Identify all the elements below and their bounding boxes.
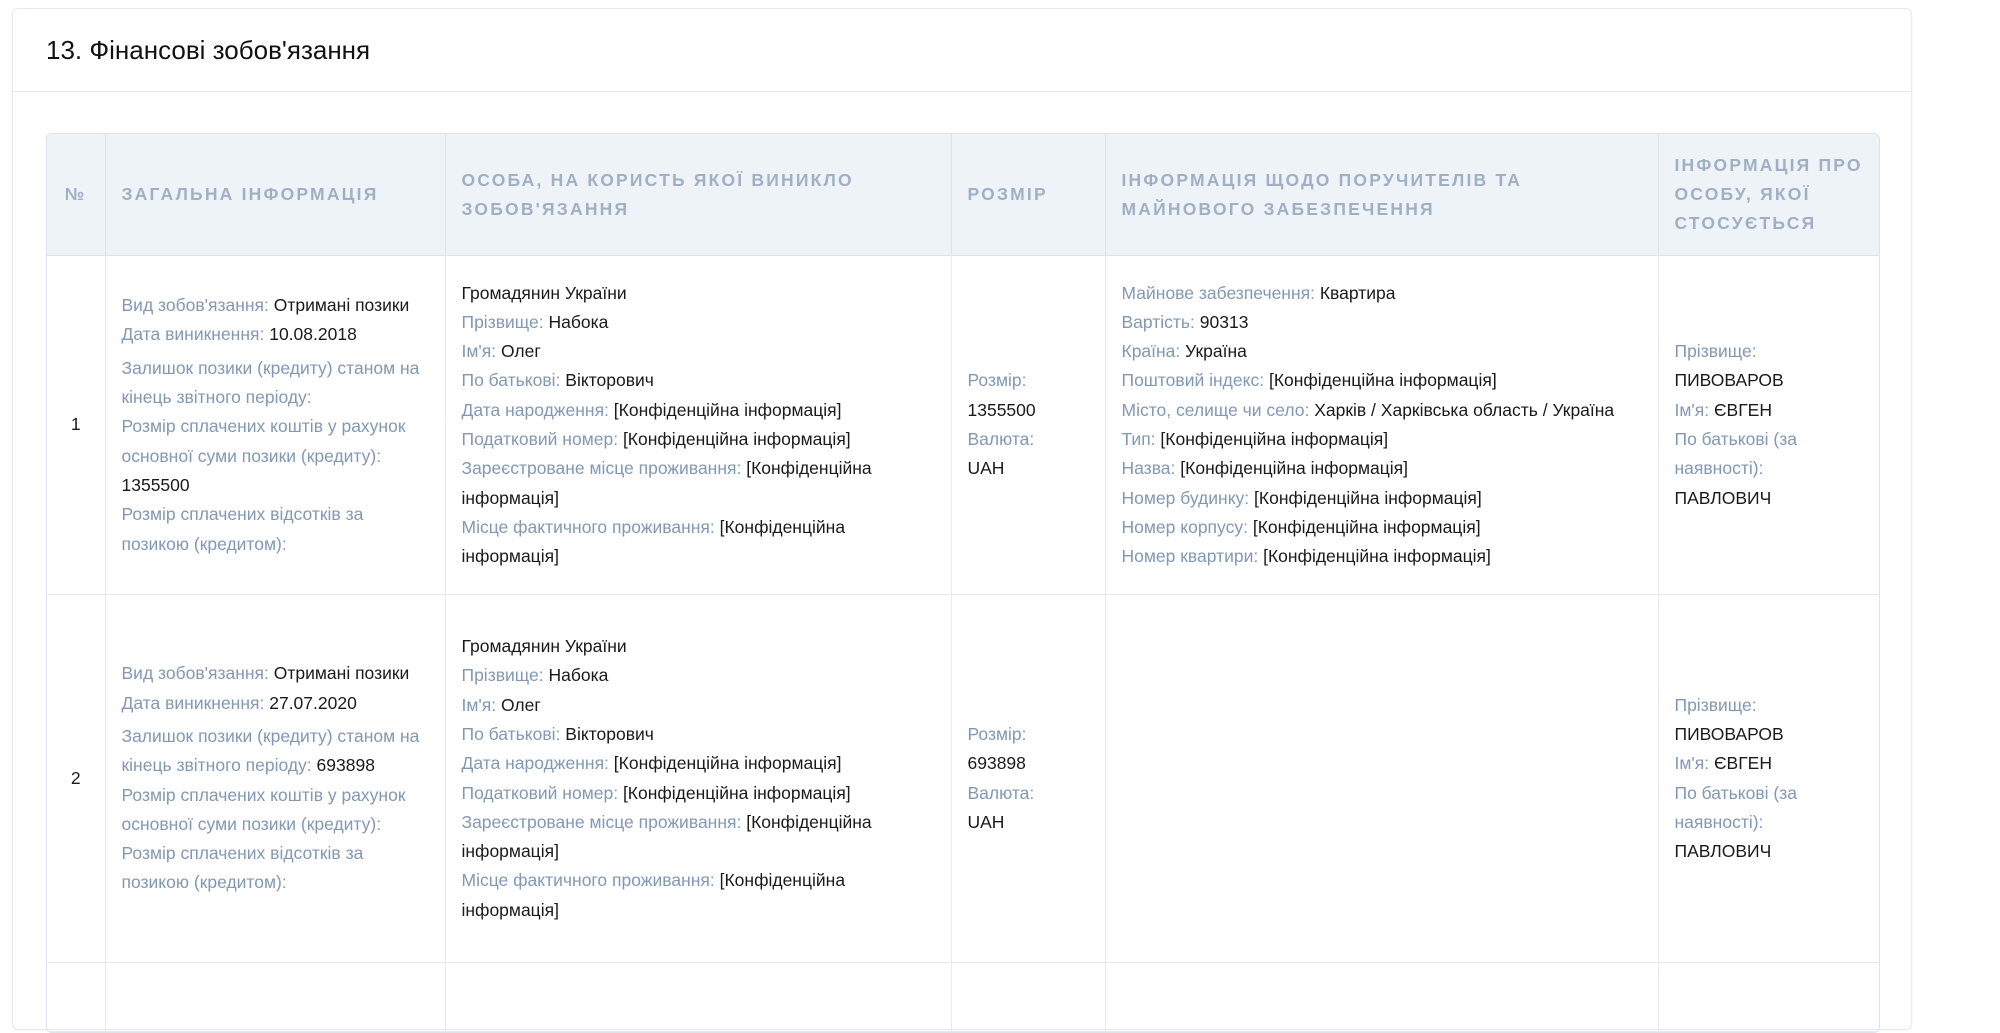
- column-header-creditor: ОСОБА, НА КОРИСТЬ ЯКОЇ ВИНИКЛО ЗОБОВ'ЯЗАННЯ: [445, 134, 951, 256]
- creditor-cell: [445, 963, 951, 1032]
- card-header: [13, 9, 1911, 92]
- general-info-cell: [105, 595, 445, 963]
- section-title: 13. Фінансові зобов'язання: [46, 34, 371, 65]
- collateral-cell: [1105, 963, 1658, 1032]
- loan-balance: Залишок позики (кредиту) станом на кінець звітного періоду: 693898: [121, 725, 420, 776]
- date-occurred: Дата виникнення: 27.07.2020: [121, 692, 357, 713]
- financial-obligations-card: [12, 8, 1912, 1030]
- table-header-row: [47, 134, 1880, 256]
- collateral-house-number: Номер будинку: [Конфіденційна інформація]: [1121, 487, 1482, 508]
- collateral-street-name: Назва: [Конфіденційна інформація]: [1121, 458, 1409, 479]
- size-amount: 1355500: [967, 399, 1036, 420]
- column-header-general: ЗАГАЛЬНА ІНФОРМАЦІЯ: [105, 134, 445, 256]
- size-amount: 693898: [967, 753, 1026, 774]
- creditor-patronymic: По батькові: Вікторович: [461, 723, 654, 744]
- collateral-cost: Вартість: 90313: [1121, 311, 1249, 332]
- person-patronymic-label: По батькові (за наявності):: [1674, 429, 1797, 479]
- creditor-patronymic: По батькові: Вікторович: [461, 370, 654, 391]
- collateral-street-type: Тип: [Конфіденційна інформація]: [1121, 429, 1389, 449]
- table-row: [47, 595, 1880, 963]
- column-header-number: №: [47, 134, 105, 256]
- creditor-surname: Прізвище: Набока: [461, 665, 609, 686]
- size-cell: [951, 595, 1105, 963]
- person-cell: [1658, 256, 1880, 595]
- column-header-size: РОЗМІР: [951, 134, 1105, 256]
- column-header-person: ІНФОРМАЦІЯ ПРО ОСОБУ, ЯКОЇ СТОСУЄТЬСЯ: [1658, 134, 1880, 256]
- table-row: [47, 963, 1880, 1032]
- general-info-cell: [105, 963, 445, 1032]
- obligation-type: Вид зобов'язання: Отримані позики: [121, 295, 410, 316]
- creditor-birth-date: Дата народження: [Конфіденційна інформація]: [461, 753, 842, 774]
- size-label: Розмір:: [967, 370, 1027, 391]
- creditor-status: Громадянин України: [461, 282, 627, 303]
- size-cell: [951, 256, 1105, 595]
- person-cell: [1658, 595, 1880, 963]
- collateral-country: Країна: Україна: [1121, 341, 1247, 362]
- collateral-building-number: Номер корпусу: [Конфіденційна інформація]: [1121, 516, 1481, 537]
- collateral-city: Місто, селище чи село: Харків / Харківська область / Україна: [1121, 399, 1615, 420]
- collateral-postal-code: Поштовий індекс: [Конфіденційна інформація]: [1121, 370, 1497, 391]
- collateral-type: Майнове забезпечення: Квартира: [1121, 282, 1396, 303]
- creditor-surname: Прізвище: Набока: [461, 311, 609, 332]
- principal-paid: Розмір сплачених коштів у рахунок основної суми позики (кредиту):: [121, 784, 406, 834]
- creditor-cell: [445, 256, 951, 595]
- collateral-apartment-number: Номер квартири: [Конфіденційна інформація]: [1121, 546, 1491, 567]
- creditor-status: Громадянин України: [461, 636, 627, 657]
- creditor-cell: [445, 595, 951, 963]
- person-name: Ім'я: ЄВГЕН: [1674, 399, 1772, 420]
- interest-paid: Розмір сплачених відсотків за позикою (кредитом):: [121, 504, 364, 554]
- creditor-actual-address: Місце фактичного проживання: [Конфіденційна інформація]: [461, 516, 846, 567]
- principal-paid: Розмір сплачених коштів у рахунок основної суми позики (кредиту): 1355500: [121, 416, 406, 495]
- person-surname: ПИВОВАРОВ: [1674, 370, 1784, 391]
- date-occurred: Дата виникнення: 10.08.2018: [121, 324, 357, 345]
- creditor-name: Ім'я: Олег: [461, 341, 541, 362]
- currency-label: Валюта:: [967, 782, 1035, 803]
- size-label: Розмір:: [967, 723, 1027, 744]
- row-number: [47, 963, 105, 1032]
- interest-paid: Розмір сплачених відсотків за позикою (кредитом):: [121, 843, 364, 893]
- column-header-collateral: ІНФОРМАЦІЯ ЩОДО ПОРУЧИТЕЛІВ ТА МАЙНОВОГО ЗАБЕЗПЕЧЕННЯ: [1105, 134, 1658, 256]
- person-patronymic: ПАВЛОВИЧ: [1674, 487, 1772, 508]
- table-row: [47, 256, 1880, 595]
- person-surname: ПИВОВАРОВ: [1674, 723, 1784, 744]
- creditor-registered-address: Зареєстроване місце проживання: [Конфіденційна інформація]: [461, 458, 872, 508]
- creditor-tax-number: Податковий номер: [Конфіденційна інформація]: [461, 782, 851, 803]
- obligations-table: [47, 134, 1880, 1032]
- person-cell: [1658, 963, 1880, 1032]
- currency-value: UAH: [967, 811, 1005, 832]
- person-patronymic-label: По батькові (за наявності):: [1674, 782, 1797, 832]
- person-surname-label: Прізвище:: [1674, 341, 1757, 362]
- size-cell: [951, 963, 1105, 1032]
- creditor-tax-number: Податковий номер: [Конфіденційна інформація]: [461, 429, 851, 449]
- creditor-actual-address: Місце фактичного проживання: [Конфіденційна інформація]: [461, 870, 846, 920]
- creditor-registered-address: Зареєстроване місце проживання: [Конфіденційна інформація]: [461, 811, 872, 862]
- loan-balance: Залишок позики (кредиту) станом на кінець звітного періоду:: [121, 357, 420, 408]
- obligations-table-wrapper: [46, 133, 1880, 1033]
- obligation-type: Вид зобов'язання: Отримані позики: [121, 663, 410, 684]
- creditor-name: Ім'я: Олег: [461, 694, 541, 715]
- row-number: 1: [47, 256, 105, 595]
- collateral-cell: [1105, 595, 1658, 963]
- person-surname-label: Прізвище:: [1674, 694, 1757, 715]
- person-patronymic: ПАВЛОВИЧ: [1674, 841, 1772, 862]
- collateral-cell: [1105, 256, 1658, 595]
- row-number: 2: [47, 595, 105, 963]
- currency-value: UAH: [967, 458, 1005, 479]
- general-info-cell: [105, 256, 445, 595]
- creditor-birth-date: Дата народження: [Конфіденційна інформація]: [461, 399, 842, 420]
- person-name: Ім'я: ЄВГЕН: [1674, 753, 1772, 774]
- currency-label: Валюта:: [967, 429, 1035, 449]
